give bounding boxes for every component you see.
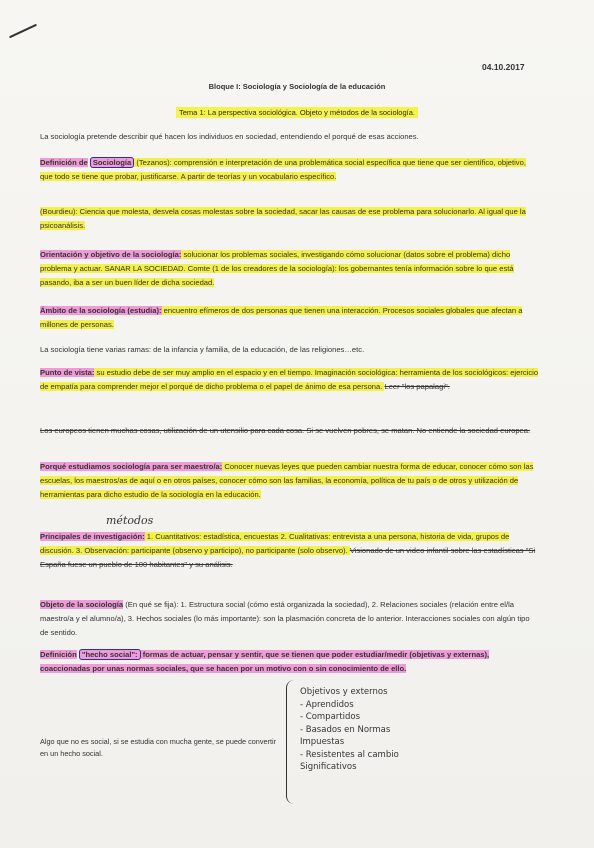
ambito-paragraph (40, 304, 540, 332)
list-item: - Resistentes al cambio (300, 749, 399, 760)
characteristics-list (300, 686, 399, 774)
punto-text: su estudio debe de ser muy amplio en el espacio y en el tiempo. Imaginación sociológica: herramienta de los sociológicos: ejercicio de empatía para comprender mejor el porqué de dicho problema o el papel de ánimo de esa persona. (40, 368, 539, 391)
bourdieu-paragraph (40, 205, 540, 233)
porque-label: Porqué estudiamos sociología para ser maestro/a: (40, 462, 223, 471)
def1-text: (Tezanos): comprensión e interpretación de una problemática social específica que tiene que ser científico, objetivo, que todo se tiene que probar, justificarse. A partir de teorías y un vocabulario específico. (40, 158, 526, 181)
pen-mark (9, 24, 37, 38)
punto-struck: Leer "los papalagi". (384, 382, 450, 391)
porque-paragraph (40, 460, 540, 502)
def2-term: "hecho social": (79, 649, 141, 660)
page-title: Bloque I: Sociología y Sociología de la educación (208, 82, 386, 91)
objeto-text: (En qué se fija): 1. Estructura social (cómo está organizada la sociedad), 2. Relaciones sociales (relación entre el/la maestro/a y el alumno/a), 3. Hechos sociales (lo más importante): son la plasmación concreta de lo anterior. Interacciones sociales con algún tipo de sentido. (40, 600, 530, 637)
principales-label: Principales de investigación: (40, 532, 145, 541)
principales-paragraph (40, 530, 540, 572)
def2-label: Definición (40, 650, 77, 659)
ramas-paragraph: La sociología tiene varias ramas: de la infancia y familia, de la educación, de las religiones…etc. (40, 345, 365, 354)
ambito-label: Ámbito de la sociología (estudia): (40, 306, 162, 315)
principales-struck: Visionado de un video infantil sobre las estadísticas "Si España fuese un pueblo de 100 habitantes" y su análisis. (40, 546, 536, 569)
principales-text: 1. Cuantitativos: estadística, encuestas 2. Cualitativas: entrevista a una persona, historia de vida, grupos de discusión. 3. Observación: participante (observo y participo), no participante (solo observo). (40, 532, 510, 555)
punto-de-vista-paragraph (40, 366, 540, 394)
brace-mark (286, 680, 297, 804)
list-item: Significativos (300, 762, 357, 772)
intro-paragraph: La sociología pretende describir qué hacen los individuos en sociedad, entendiendo el porqué de esas acciones. (40, 132, 419, 141)
objeto-label: Objeto de la sociología (40, 600, 124, 609)
list-item: - Compartidos (300, 712, 361, 722)
subtitle-text: Tema 1: La perspectiva sociológica. Objeto y métodos de la sociología. (176, 107, 418, 118)
date: 04.10.2017 (482, 62, 525, 72)
orientacion-paragraph (40, 248, 540, 290)
list-item: - Aprendidos (300, 699, 354, 710)
list-item: - Basados en Normas (300, 724, 391, 735)
definition-hecho-social (40, 648, 540, 676)
bourdieu-text: (Bourdieu): Ciencia que molesta, desvela cosas molestas sobre la sociedad, sacar las causas de ese problema para solucionarlo. Al igual que la psicoanálisis. (40, 207, 526, 230)
def2-text: formas de actuar, pensar y sentir, que se tienen que poder estudiar/medir (objetivas y externas), coaccionadas por unas normas sociales, que se hacen por un motivo con o sin conocimiento de ello. (40, 650, 490, 673)
metodos-handwritten-note: métodos (106, 514, 154, 527)
ambito-text: encuentro efímeros de dos personas que tienen una interacción. Procesos sociales globales que afectan a millones de personas. (40, 306, 523, 329)
def1-term: Sociología (90, 157, 134, 168)
list-item: Objetivos y externos (300, 687, 388, 697)
orientacion-text: solucionar los problemas sociales, investigando cómo solucionar (datos sobre el problema) dicho problema y actuar. SANAR LA SOCIEDAD. Comte (1 de los creadores de la sociología): los gobernantes tenía información sobre lo que está pasando, iba a ser un buen líder de dicha sociedad. (40, 250, 514, 287)
punto-label: Punto de vista: (40, 368, 95, 377)
def1-label: Definición de (40, 158, 88, 167)
orientacion-label: Orientación y objetivo de la sociología: (40, 250, 182, 259)
list-item: Impuestas (300, 737, 345, 747)
definition-sociologia (40, 156, 540, 184)
page-subtitle (0, 108, 594, 117)
objeto-paragraph (40, 598, 540, 640)
europeos-paragraph: Los europeos tienen muchas cosas, utilización de un utensilio para cada cosa. Si se vuelven pobres, se matan. No entiende la sociedad europea. (40, 426, 531, 435)
porque-text: Conocer nuevas leyes que pueden cambiar nuestra forma de educar, conocer cómo son las escuelas, los maestros/as de aquí o en otros países, conocer cómo son las familias, la economía, política de tu país o de otros y utilización de herramientas para dicho estudio de la sociología en la educación. (40, 462, 534, 499)
side-note: Algo que no es social, si se estudia con mucha gente, se puede convertir en un hecho social. (40, 737, 277, 758)
